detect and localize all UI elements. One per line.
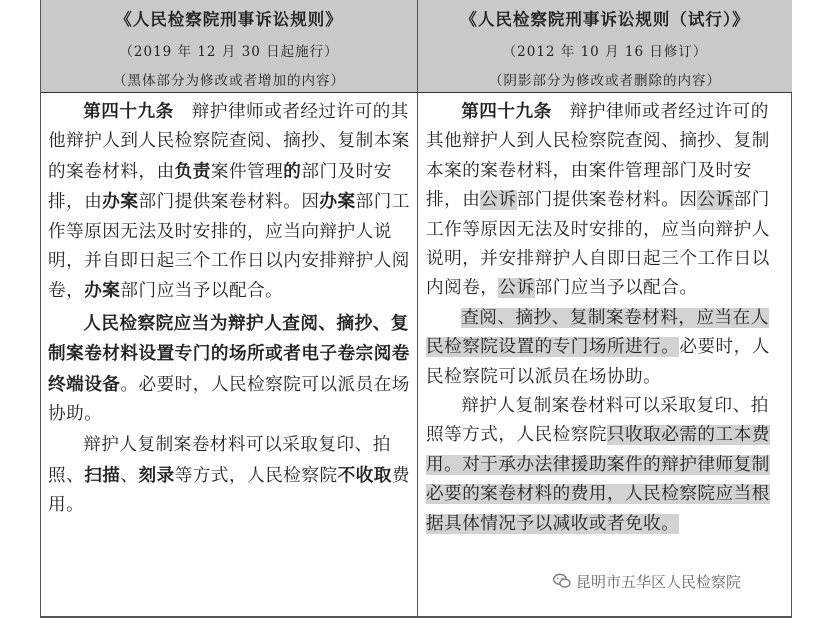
left-note: （黑体部分为修改或者增加的内容）: [113, 73, 345, 89]
text: 辩护律师或者经过许可的其他辩护人到人民检察院查阅、摘抄、复制本案的案卷材料，由: [48, 102, 410, 182]
text: 部门应当予以配合。: [120, 281, 284, 302]
bold-text: 不收取: [337, 464, 392, 486]
right-date: （2012 年 10 月 16 日修订）: [502, 44, 708, 60]
text: 部门提供案卷材料。因: [138, 192, 320, 213]
bold-text: 的: [283, 160, 302, 182]
right-article-number: 第四十九条: [461, 101, 552, 122]
right-paragraph-2: [426, 304, 786, 392]
left-paragraph-3: [48, 431, 411, 520]
left-column: [41, 93, 418, 618]
text: 等方式，人民检察院: [174, 465, 338, 486]
left-paragraph-2: [48, 309, 411, 430]
left-title: 《人民检察院刑事诉讼规则》: [115, 10, 343, 29]
text: 费用。: [48, 465, 410, 516]
right-paragraph-3: [426, 392, 786, 539]
bold-text: 办案: [102, 191, 139, 213]
wechat-icon: [552, 571, 572, 591]
watermark-text: 昆明市五华区人民检察院: [576, 572, 742, 591]
comparison-table: [40, 0, 792, 618]
text: 辩护人复制案卷材料可以采取复印、拍照等方式，人民检察院: [426, 396, 769, 446]
bold-text: 负责: [174, 160, 211, 182]
text: 部门工作等原因无法及时安排的，应当向辩护人说明，并安排辩护人自即日起三个工作日以内阅卷，: [426, 190, 770, 299]
bold-text: 人民检察院应当为辩护人查阅、摘抄、复制案卷材料设置专门的场所或者电子卷宗阅卷终端设备: [48, 312, 410, 395]
highlighted-text: 只收取必需的工本费用。对于承办法律援助案件的辩护律师复制必要的案卷材料的费用，人民检察院应当根据具体情况予以减收或者免收。: [426, 425, 770, 534]
left-header: [41, 0, 418, 93]
highlighted-text: 查阅、摘抄、复制案卷材料，应当在人民检察院设置的专门场所进行。: [426, 307, 769, 358]
left-paragraph-1: [48, 97, 411, 307]
bold-text: 刻录: [138, 464, 175, 486]
left-date: （2019 年 12 月 30 日起施行）: [119, 44, 339, 60]
text: 辩护律师或者经过许可的其他辩护人到人民检察院查阅、摘抄、复制本案的案卷材料，由案件管理部门及时安排，由: [426, 102, 770, 211]
bold-text: 扫描: [84, 464, 121, 486]
text: 、: [120, 465, 139, 486]
highlighted-text: 公诉: [480, 190, 517, 211]
left-article-number: 第四十九条: [83, 101, 174, 122]
watermark: [548, 568, 745, 594]
right-title: 《人民检察院刑事诉讼规则（试行）》: [460, 10, 750, 29]
highlighted-text: 公诉: [697, 190, 734, 211]
text: 辩护人复制案卷材料可以采取复印、拍照、: [48, 435, 391, 486]
text: 案件管理: [210, 161, 284, 182]
text: 。必要时，人民检察院可以派员在场协助。: [48, 374, 410, 425]
right-note: （阴影部分为修改或者删除的内容）: [489, 73, 721, 89]
text: 必要时，人民检察院可以派员在场协助。: [426, 337, 770, 387]
text: 部门工作等原因无法及时安排的，应当向辩护人说明，并自即日起三个工作日以内安排辩护人阅卷，: [48, 192, 410, 302]
text: 部门提供案卷材料。因: [516, 190, 698, 211]
bold-text: 办案: [319, 191, 356, 213]
right-header: [418, 0, 792, 93]
text: 部门及时安排，由: [48, 161, 392, 213]
highlighted-text: 公诉: [498, 278, 535, 299]
right-paragraph-1: [426, 97, 786, 304]
text: 部门应当予以配合。: [534, 278, 698, 299]
right-column: [418, 93, 792, 618]
bold-text: 办案: [84, 280, 121, 302]
